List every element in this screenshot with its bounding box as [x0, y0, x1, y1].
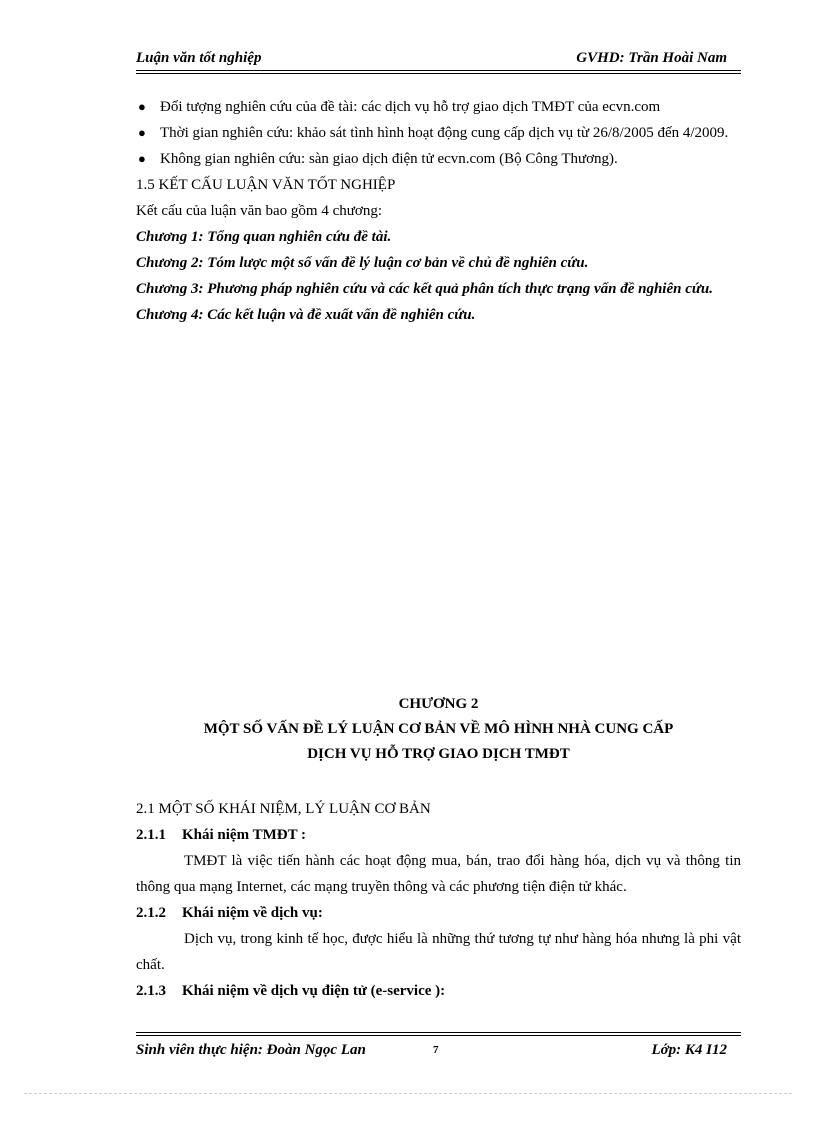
- subsection-heading-2-1-3: 2.1.3 Khái niệm về dịch vụ điện tử (e-service ):: [136, 983, 446, 999]
- page-header: [136, 48, 741, 70]
- footer-student: Sinh viên thực hiện: Đoàn Ngọc Lan: [136, 1042, 366, 1058]
- header-advisor: GVHD: Trần Hoài Nam: [576, 50, 727, 66]
- subsection-heading-2-1-2: 2.1.2 Khái niệm về dịch vụ:: [136, 905, 323, 921]
- chapter-title-line-1: MỘT SỐ VẤN ĐỀ LÝ LUẬN CƠ BẢN VỀ MÔ HÌNH NHÀ CUNG CẤP: [203, 721, 674, 737]
- header-rule: [136, 70, 741, 71]
- chapter-title-line-2: DỊCH VỤ HỖ TRỢ GIAO DỊCH TMĐT: [307, 746, 570, 762]
- header-rule-thin: [136, 73, 741, 74]
- bullet-dot-icon: ●: [138, 151, 146, 166]
- page-edge-divider: [24, 1093, 792, 1094]
- bullet-item: ● Đối tượng nghiên cứu của đề tài: các dịch vụ hỗ trợ giao dịch TMĐT của ecvn.com: [136, 94, 741, 120]
- chapter-summary-3: Chương 3: Phương pháp nghiên cứu và các kết quả phân tích thực trạng vấn đề nghiên cứu.: [136, 281, 713, 297]
- page-number: 7: [433, 1044, 439, 1056]
- section-heading-1-5: 1.5 KẾT CẤU LUẬN VĂN TỐT NGHIỆP: [136, 177, 396, 193]
- paragraph-tmdt-definition: TMĐT là việc tiến hành các hoạt động mua, bán, trao đổi hàng hóa, dịch vụ và thông tin thông qua mạng Internet, các mạng truyền thông và các phương tiện điện tử khác.: [136, 853, 741, 895]
- section-heading-2-1: 2.1 MỘT SỐ KHÁI NIỆM, LÝ LUẬN CƠ BẢN: [136, 801, 431, 817]
- bullet-dot-icon: ●: [138, 99, 146, 114]
- chapter-summary-2: Chương 2: Tóm lược một số vấn đề lý luận cơ bản về chủ đề nghiên cứu.: [136, 255, 589, 271]
- chapter-label: CHƯƠNG 2: [398, 696, 479, 712]
- section-2-1: [136, 796, 741, 1004]
- bullet-item: ● Thời gian nghiên cứu: khảo sát tình hình hoạt động cung cấp dịch vụ từ 26/8/2005 đến 4/2009.: [136, 120, 741, 146]
- main-content: [136, 94, 741, 328]
- footer-rule-thin: [136, 1032, 741, 1033]
- bullet-item: ● Không gian nghiên cứu: sàn giao dịch điện tử ecvn.com (Bộ Công Thương).: [136, 146, 741, 172]
- paragraph-service-definition: Dịch vụ, trong kinh tế học, được hiểu là những thứ tương tự như hàng hóa nhưng là phi vật chất.: [136, 931, 741, 973]
- footer-class: Lớp: K4 I12: [651, 1042, 727, 1058]
- header-thesis-label: Luận văn tốt nghiệp: [136, 50, 262, 66]
- chapter-summary-1: Chương 1: Tổng quan nghiên cứu đề tài.: [136, 229, 392, 245]
- chapter-summary-4: Chương 4: Các kết luận và đề xuất vấn đề nghiên cứu.: [136, 307, 476, 323]
- structure-intro: Kết cấu của luận văn bao gồm 4 chương:: [136, 203, 382, 219]
- page-footer: [136, 1040, 741, 1062]
- chapter-heading: [136, 692, 741, 767]
- bullet-dot-icon: ●: [138, 125, 146, 140]
- subsection-heading-2-1-1: 2.1.1 Khái niệm TMĐT :: [136, 827, 307, 843]
- footer-rule: [136, 1035, 741, 1036]
